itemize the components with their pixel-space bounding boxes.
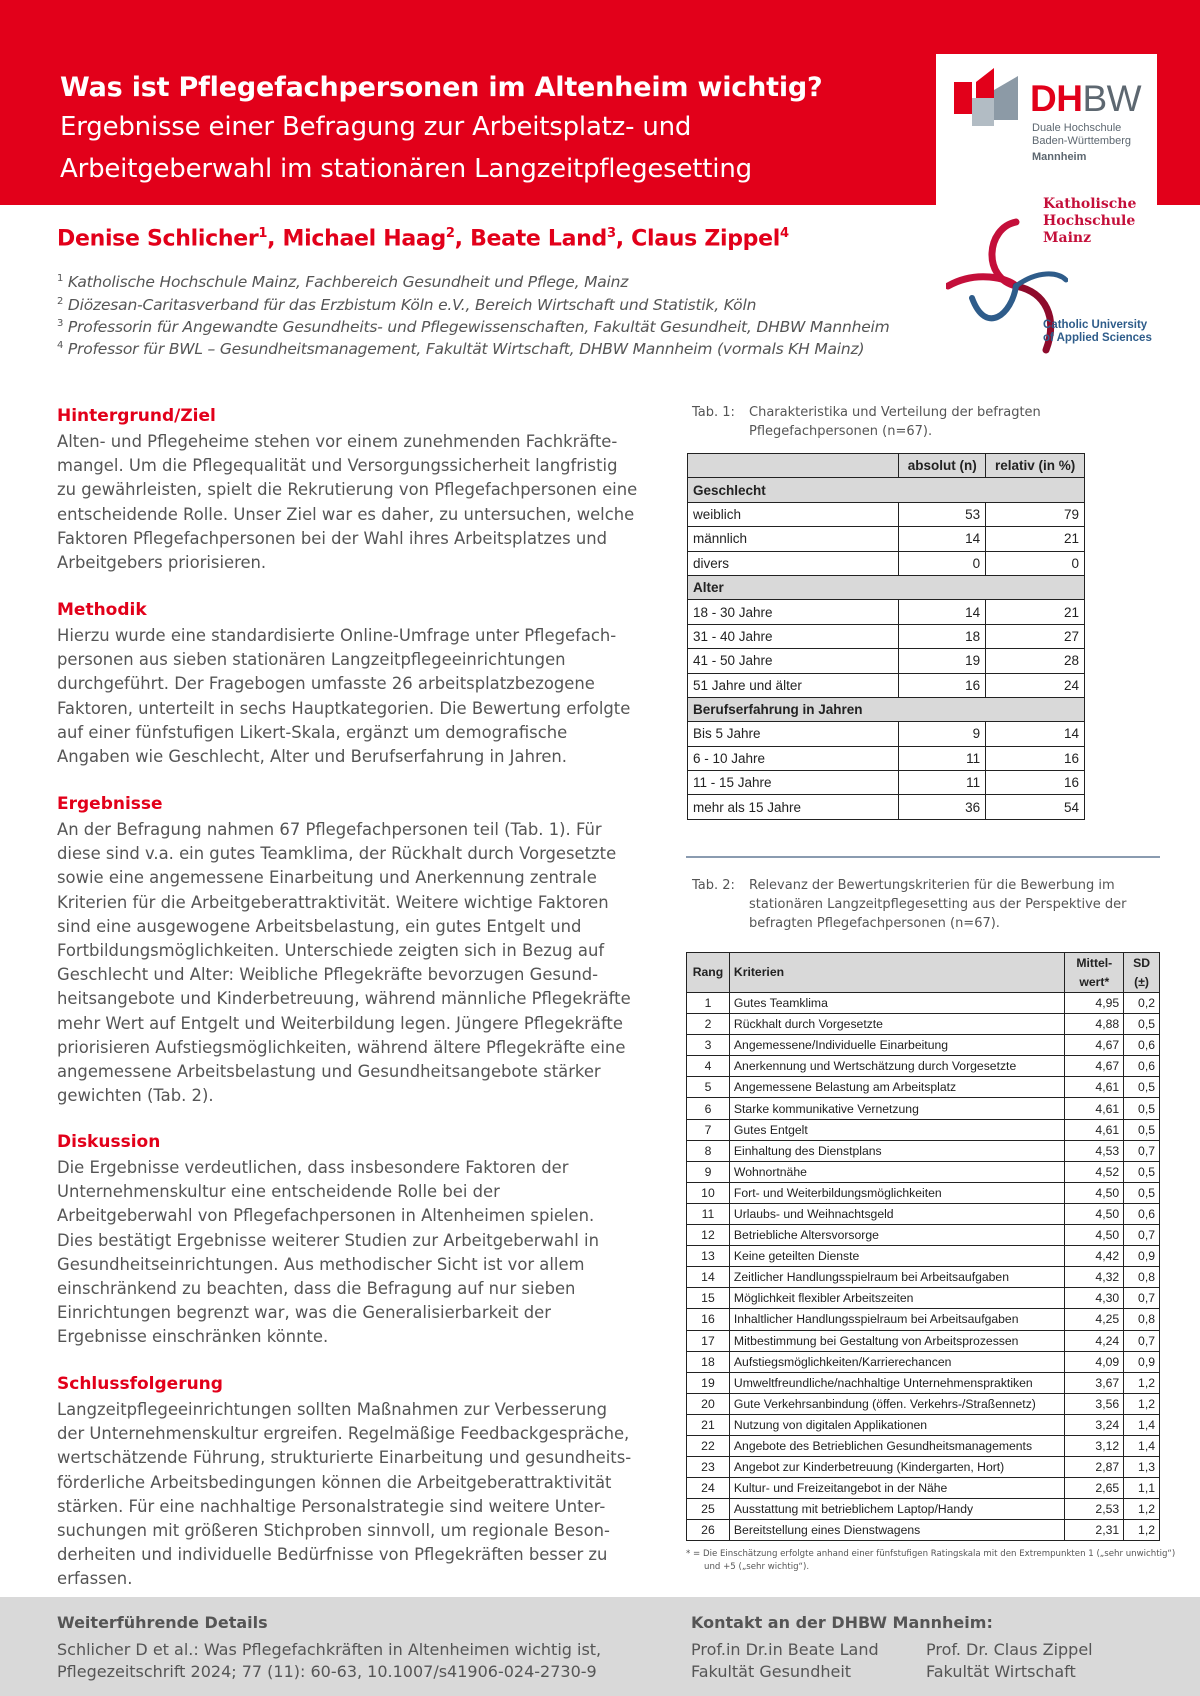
table1-caption-line2: Pflegefachpersonen (n=67). (749, 424, 933, 439)
table2-row (687, 1499, 1160, 1520)
table2-cell-rang: 22 (687, 1435, 730, 1456)
table1-row (688, 600, 1085, 624)
table1-cell-label: weiblich (688, 502, 899, 526)
table2-cell-k: Fort- und Weiterbildungsmöglichkeiten (729, 1182, 1065, 1203)
body-text-line: Arbeitgebers priorisieren. (57, 553, 267, 573)
footer-contact1-name: Prof.in Dr.in Beate Land (691, 1640, 879, 1659)
table2-cell-mw: 3,56 (1065, 1393, 1124, 1414)
table2-cell-sd: 0,6 (1124, 1203, 1160, 1224)
table2-cell-mw: 4,50 (1065, 1182, 1124, 1203)
table1-row (688, 624, 1085, 648)
table2-row (687, 1372, 1160, 1393)
footer-contact2-dept: Fakultät Wirtschaft (926, 1662, 1076, 1681)
table2-row (687, 1119, 1160, 1140)
body-text-line: einschränkend zu beachten, dass die Befragung auf nur sieben (57, 1279, 576, 1299)
dhbw-logo (936, 54, 1157, 206)
kh-name-line3: Mainz (1043, 230, 1092, 246)
table1-group-label: Geschlecht (688, 478, 1085, 502)
footer (0, 1597, 1200, 1696)
table1-cell-label: 18 - 30 Jahre (688, 600, 899, 624)
body-text-line: Langzeitpflegeeinrichtungen sollten Maßnahmen zur Verbesserung (57, 1400, 607, 1419)
table2-row (687, 1309, 1160, 1330)
table2-cell-sd: 1,1 (1124, 1478, 1160, 1499)
affiliation: $^1$ Katholische Hochschule Mainz, Fachbereich Gesundheit und Pflege, Mainz (57, 273, 629, 292)
table1-group-label: Alter (688, 575, 1085, 599)
table2-cell-k: Mitbestimmung bei Gestaltung von Arbeitsprozessen (729, 1330, 1065, 1351)
table2-cell-rang: 18 (687, 1351, 730, 1372)
table2-cell-k: Keine geteilten Dienste (729, 1246, 1065, 1267)
table1-group-row (688, 697, 1085, 721)
table2-cell-sd: 0,5 (1124, 1161, 1160, 1182)
footer-contact1-dept: Fakultät Gesundheit (691, 1662, 852, 1681)
table2-row (687, 1330, 1160, 1351)
table1-characteristics (687, 453, 1085, 820)
table2-footnote (686, 1548, 1175, 1574)
table2-cell-sd: 0,6 (1124, 1056, 1160, 1077)
body-text-line: heitsangebote und Kinderbetreuung, während männliche Pflegekräfte (57, 989, 631, 1009)
table2-cell-rang: 4 (687, 1056, 730, 1077)
table2-cell-k: Angemessene/Individuelle Einarbeitung (729, 1035, 1065, 1056)
table1-cell-label: mehr als 15 Jahre (688, 795, 899, 819)
table1-cell-abs: 9 (899, 722, 986, 746)
body-text-line: Einrichtungen begrenzt war, was die Generalisierbarkeit der (57, 1303, 551, 1323)
table2-cell-sd: 0,7 (1124, 1288, 1160, 1309)
table1-cell-label: 31 - 40 Jahre (688, 624, 899, 648)
table1-body (688, 478, 1085, 819)
body-text-line: Geschlecht und Alter: Weibliche Pflegekräfte bevorzugen Gesund- (57, 965, 599, 985)
table2-cell-k: Angebote des Betrieblichen Gesundheitsmanagements (729, 1435, 1065, 1456)
kh-english-line1: Catholic University (1043, 319, 1148, 331)
table2-cell-k: Inhaltlicher Handlungsspielraum bei Arbeitsaufgaben (729, 1309, 1065, 1330)
table2-cell-mw: 2,53 (1065, 1499, 1124, 1520)
table2-cell-rang: 8 (687, 1140, 730, 1161)
table2-cell-sd: 0,5 (1124, 1077, 1160, 1098)
body-text-line: gewichten (Tab. 2). (57, 1086, 214, 1106)
kh-name-line2: Hochschule (1043, 213, 1136, 229)
table2-cell-k: Angemessene Belastung am Arbeitsplatz (729, 1077, 1065, 1098)
table2-cell-sd: 0,9 (1124, 1246, 1160, 1267)
section-body-methodik (57, 624, 637, 769)
table1-cell-rel: 21 (986, 527, 1085, 551)
affiliation: $^4$ Professor für BWL – Gesundheitsmanagement, Fakultät Wirtschaft, DHBW Mannheim (vormals KH Mainz) (57, 340, 865, 359)
table2-row (687, 1056, 1160, 1077)
table2-cell-k: Urlaubs- und Weihnachtsgeld (729, 1203, 1065, 1224)
table2-caption-line3: befragten Pflegefachpersonen (n=67). (749, 916, 1000, 931)
table2-cell-mw: 4,50 (1065, 1225, 1124, 1246)
table2-cell-rang: 5 (687, 1077, 730, 1098)
table2-cell-rang: 15 (687, 1288, 730, 1309)
table2-row (687, 1035, 1160, 1056)
table1-cell-abs: 0 (899, 551, 986, 575)
table2-cell-k: Einhaltung des Dienstplans (729, 1140, 1065, 1161)
table2-cell-rang: 6 (687, 1098, 730, 1119)
table2-criteria (686, 952, 1160, 1541)
table1-header-cell: absolut (n) (899, 454, 986, 478)
body-text-line: mehr Wert auf Entgelt und Weiterbildung legen. Jüngere Pflegekräfte (57, 1013, 623, 1033)
body-text-line: Hierzu wurde eine standardisierte Online-Umfrage unter Pflegefach- (57, 626, 617, 645)
table2-caption-line1: Relevanz der Bewertungskriterien für die Bewerbung im (749, 878, 1115, 893)
body-text-line: derheiten und individuelle Bedürfnisse von Pflegekräften besser zu (57, 1545, 608, 1565)
table2-cell-mw: 4,53 (1065, 1140, 1124, 1161)
table2-cell-rang: 9 (687, 1161, 730, 1182)
section-heading-schlussfolgerung: Schlussfolgerung (57, 1374, 223, 1394)
table2-row (687, 1246, 1160, 1267)
body-text-line: Alten- und Pflegeheime stehen vor einem zunehmenden Fachkräfte- (57, 432, 618, 451)
table2-row (687, 1478, 1160, 1499)
table2-row (687, 993, 1160, 1014)
table2-cell-k: Wohnortnähe (729, 1161, 1065, 1182)
table1-cell-rel: 79 (986, 502, 1085, 526)
table2-cell-k: Gutes Entgelt (729, 1119, 1065, 1140)
table2-cell-mw: 4,42 (1065, 1246, 1124, 1267)
table2-cell-rang: 14 (687, 1267, 730, 1288)
table2-label: Tab. 2: (692, 878, 735, 893)
table1-row (688, 673, 1085, 697)
table2-cell-rang: 16 (687, 1309, 730, 1330)
footer-citation-line2: Pflegezeitschrift 2024; 77 (11): 60-63, 10.1007/s41906-024-2730-9 (57, 1662, 597, 1681)
table2-caption-line2: stationären Langzeitpflegesetting aus der Perspektive der (749, 897, 1127, 912)
table1-cell-abs: 14 (899, 600, 986, 624)
table2-cell-mw: 4,61 (1065, 1098, 1124, 1119)
table1-cell-rel: 16 (986, 771, 1085, 795)
table1-cell-label: Bis 5 Jahre (688, 722, 899, 746)
section-heading-hintergrund: Hintergrund/Ziel (57, 406, 216, 426)
table2-row (687, 1098, 1160, 1119)
table1-cell-abs: 14 (899, 527, 986, 551)
table2-cell-rang: 24 (687, 1478, 730, 1499)
body-text-line: Kriterien für die Arbeitgeberattraktivität. Weitere wichtige Faktoren (57, 892, 609, 912)
table2-cell-sd: 0,9 (1124, 1351, 1160, 1372)
table2-cell-rang: 25 (687, 1499, 730, 1520)
section-body-ergebnisse (57, 818, 637, 1108)
table2-cell-mw: 2,87 (1065, 1457, 1124, 1478)
table1-row (688, 771, 1085, 795)
table2-cell-mw: 4,61 (1065, 1077, 1124, 1098)
table1-caption (692, 403, 1112, 443)
body-text-line: entscheidende Rolle. Unser Ziel war es daher, zu untersuchen, welche (57, 504, 635, 524)
table1-cell-rel: 24 (986, 673, 1085, 697)
table2-cell-mw: 3,67 (1065, 1372, 1124, 1393)
table2-cell-mw: 4,25 (1065, 1309, 1124, 1330)
table2-cell-k: Rückhalt durch Vorgesetzte (729, 1014, 1065, 1035)
table2-row (687, 1140, 1160, 1161)
table2-cell-rang: 12 (687, 1225, 730, 1246)
dhbw-line3: Mannheim (1032, 151, 1087, 163)
table2-cell-k: Aufstiegsmöglichkeiten/Karrierechancen (729, 1351, 1065, 1372)
section-body-diskussion (57, 1156, 637, 1350)
table2-cell-rang: 20 (687, 1393, 730, 1414)
table2-cell-sd: 0,5 (1124, 1014, 1160, 1035)
table1-row (688, 722, 1085, 746)
table2-row (687, 1435, 1160, 1456)
table2-header-rang: Rang (687, 953, 730, 993)
table2-row (687, 1414, 1160, 1435)
body-text-line: sind eine ausgewogene Arbeitsbelastung, ein gutes Entgelt und (57, 916, 582, 936)
table1-cell-label: divers (688, 551, 899, 575)
table2-header-sd: SD (±) (1124, 953, 1160, 993)
table1-cell-rel: 0 (986, 551, 1085, 575)
body-text-line: stärken. Für eine nachhaltige Personalstrategie sind weitere Unter- (57, 1496, 606, 1516)
table2-cell-sd: 0,7 (1124, 1140, 1160, 1161)
table2-cell-k: Zeitlicher Handlungsspielraum bei Arbeitsaufgaben (729, 1267, 1065, 1288)
body-text-line: erfassen. (57, 1569, 133, 1589)
column-divider (686, 856, 1160, 858)
body-text-line: durchgeführt. Der Fragebogen umfasste 26 arbeitsplatzbezogene (57, 674, 595, 694)
body-text-line: wertschätzende Führung, strukturierte Einarbeitung und gesundheits- (57, 1448, 632, 1468)
author-name: Michael Haag (282, 226, 446, 252)
table2-row (687, 1225, 1160, 1246)
table2-cell-sd: 0,6 (1124, 1035, 1160, 1056)
body-text-line: Dies bestätigt Ergebnisse weiterer Studien zur Arbeitgeberwahl in (57, 1230, 599, 1250)
footer-contact-heading: Kontakt an der DHBW Mannheim: (691, 1613, 993, 1632)
table2-cell-mw: 4,61 (1065, 1119, 1124, 1140)
author-name: Claus Zippel (631, 226, 780, 252)
table2-row (687, 1203, 1160, 1224)
body-text-line: angemessene Arbeitsbelastung und Gesundheitsangebote stärker (57, 1062, 601, 1082)
table2-cell-k: Ausstattung mit betrieblichem Laptop/Handy (729, 1499, 1065, 1520)
poster-subtitle-line2: Arbeitgeberwahl im stationären Langzeitpflegesetting (60, 154, 752, 184)
table1-row (688, 551, 1085, 575)
table2-cell-mw: 4,88 (1065, 1014, 1124, 1035)
affiliation: $^2$ Diözesan-Caritasverband für das Erzbistum Köln e.V., Bereich Wirtschaft und Statistik, Köln (57, 296, 757, 315)
body-text-line: Unternehmenskultur eine entscheidende Rolle bei der (57, 1182, 500, 1202)
affiliation: $^3$ Professorin für Angewandte Gesundheits- und Pflegewissenschaften, Fakultät Gesundheit, DHBW Mannheim (57, 318, 890, 337)
table2-cell-rang: 1 (687, 993, 730, 1014)
table2-cell-rang: 11 (687, 1203, 730, 1224)
table1-cell-abs: 16 (899, 673, 986, 697)
body-text-line: diese sind v.a. ein gutes Teamklima, der Rückhalt durch Vorgesetzte (57, 844, 617, 864)
body-text-line: Fortbildungsmöglichkeiten. Unterschiede zeigten sich in Bezug auf (57, 941, 605, 961)
table2-row (687, 1351, 1160, 1372)
table1-group-row (688, 575, 1085, 599)
footer-details-heading: Weiterführende Details (57, 1613, 268, 1632)
table2-cell-rang: 17 (687, 1330, 730, 1351)
table1-row (688, 649, 1085, 673)
table2-cell-rang: 13 (687, 1246, 730, 1267)
table2-cell-mw: 2,31 (1065, 1520, 1124, 1541)
body-text-line: Faktoren, unterteilt in sechs Hauptkategorien. Die Bewertung erfolgte (57, 698, 631, 718)
table2-row (687, 1161, 1160, 1182)
table2-row (687, 1267, 1160, 1288)
table2-cell-mw: 4,50 (1065, 1203, 1124, 1224)
table1-row (688, 746, 1085, 770)
body-text-line: auf einer fünfstufigen Likert-Skala, ergänzt um demografische (57, 722, 568, 742)
table1-cell-rel: 21 (986, 600, 1085, 624)
table1-header-cell (688, 454, 899, 478)
author-name: Beate Land (470, 226, 607, 252)
section-heading-diskussion: Diskussion (57, 1132, 161, 1152)
body-text-line: Die Ergebnisse verdeutlichen, dass insbesondere Faktoren der (57, 1158, 569, 1177)
table2-cell-rang: 26 (687, 1520, 730, 1541)
body-text-line: der Unternehmenskultur ergreifen. Regelmäßige Feedbackgespräche, (57, 1424, 630, 1444)
table2-cell-sd: 0,5 (1124, 1119, 1160, 1140)
table1-cell-abs: 18 (899, 624, 986, 648)
poster-subtitle-line1: Ergebnisse einer Befragung zur Arbeitsplatz- und (60, 112, 692, 142)
table1-cell-abs: 53 (899, 502, 986, 526)
section-heading-ergebnisse: Ergebnisse (57, 794, 163, 814)
table2-cell-k: Betriebliche Altersvorsorge (729, 1225, 1065, 1246)
table1-cell-rel: 27 (986, 624, 1085, 648)
table1-cell-abs: 11 (899, 746, 986, 770)
table1-cell-rel: 54 (986, 795, 1085, 819)
body-text-line: Angaben wie Geschlecht, Alter und Berufserfahrung in Jahren. (57, 747, 568, 767)
table2-cell-rang: 10 (687, 1182, 730, 1203)
section-body-schlussfolgerung (57, 1398, 637, 1592)
section-body-hintergrund (57, 430, 637, 575)
table2-cell-k: Möglichkeit flexibler Arbeitszeiten (729, 1288, 1065, 1309)
table2-cell-mw: 4,24 (1065, 1330, 1124, 1351)
body-text-line: An der Befragung nahmen 67 Pflegefachpersonen teil (Tab. 1). Für (57, 820, 602, 839)
dhbw-logo-mark-icon (954, 68, 1018, 126)
table2-cell-k: Gutes Teamklima (729, 993, 1065, 1014)
footer-contact2-name: Prof. Dr. Claus Zippel (926, 1640, 1093, 1659)
body-text-line: zu gewährleisten, spielt die Rekrutierung von Pflegefachpersonen eine (57, 480, 638, 500)
table1-cell-abs: 11 (899, 771, 986, 795)
table2-cell-sd: 0,5 (1124, 1098, 1160, 1119)
body-text-line: personen aus sieben stationären Langzeitpflegeeinrichtungen (57, 650, 566, 670)
table2-cell-mw: 4,30 (1065, 1288, 1124, 1309)
body-text-line: Faktoren Pflegefachpersonen bei der Wahl ihres Arbeitsplatzes und (57, 528, 608, 548)
table2-cell-mw: 4,95 (1065, 993, 1124, 1014)
table2-cell-sd: 0,2 (1124, 993, 1160, 1014)
body-text-line: förderliche Arbeitsbedingungen können die Arbeitgeberattraktivität (57, 1472, 612, 1492)
table1-cell-abs: 19 (899, 649, 986, 673)
table1-cell-rel: 14 (986, 722, 1085, 746)
table1-caption-line1: Charakteristika und Verteilung der befragten (749, 405, 1041, 420)
body-text-line: sowie eine angemessene Einarbeitung und Anerkennung zentrale (57, 868, 597, 888)
table1-header-cell: relativ (in %) (986, 454, 1085, 478)
section-heading-methodik: Methodik (57, 600, 147, 620)
body-text-line: priorisieren Aufstiegsmöglichkeiten, während ältere Pflegekräfte eine (57, 1037, 626, 1057)
table2-cell-sd: 1,4 (1124, 1435, 1160, 1456)
table2-cell-k: Gute Verkehrsanbindung (öffen. Verkehrs-/Straßennetz) (729, 1393, 1065, 1414)
table2-footnote-line1: * = Die Einschätzung erfolgte anhand einer fünfstufigen Ratingskala mit den Extrempunkten 1 („sehr unwichtig“) (686, 1549, 1176, 1559)
table2-cell-k: Anerkennung und Wertschätzung durch Vorgesetzte (729, 1056, 1065, 1077)
table1-row (688, 527, 1085, 551)
table1-cell-label: 41 - 50 Jahre (688, 649, 899, 673)
table2-cell-k: Kultur- und Freizeitangebot in der Nähe (729, 1478, 1065, 1499)
table2-cell-sd: 1,2 (1124, 1393, 1160, 1414)
table1-row (688, 795, 1085, 819)
table2-cell-rang: 2 (687, 1014, 730, 1035)
dhbw-line1: Duale Hochschule (1032, 122, 1122, 134)
table1-cell-label: 51 Jahre und älter (688, 673, 899, 697)
table2-row (687, 1457, 1160, 1478)
author-name: Denise Schlicher (57, 226, 259, 252)
table2-row (687, 1393, 1160, 1414)
table2-row (687, 1520, 1160, 1541)
body-text-line: Ergebnisse einschränken könnte. (57, 1327, 329, 1347)
table2-header-mittelwert: Mittel- wert* (1065, 953, 1124, 993)
table1-label: Tab. 1: (692, 405, 735, 420)
table2-cell-mw: 3,12 (1065, 1435, 1124, 1456)
table2-cell-rang: 21 (687, 1414, 730, 1435)
table1-row (688, 502, 1085, 526)
table2-cell-sd: 1,2 (1124, 1499, 1160, 1520)
table2-cell-mw: 4,67 (1065, 1035, 1124, 1056)
table2-header-kriterien: Kriterien (729, 953, 1065, 993)
table2-cell-mw: 3,24 (1065, 1414, 1124, 1435)
table2-cell-sd: 0,7 (1124, 1225, 1160, 1246)
table2-body (687, 993, 1160, 1541)
body-text-line: Arbeitgeberwahl von Pflegefachpersonen in Altenheimen spielen. (57, 1206, 595, 1226)
table2-row (687, 1182, 1160, 1203)
table2-cell-k: Umweltfreundliche/nachhaltige Unternehmenspraktiken (729, 1372, 1065, 1393)
poster-title: Was ist Pflegefachpersonen im Altenheim wichtig? (60, 72, 823, 103)
table2-cell-sd: 0,5 (1124, 1182, 1160, 1203)
table2-cell-mw: 2,65 (1065, 1478, 1124, 1499)
table2-cell-sd: 1,2 (1124, 1372, 1160, 1393)
table2-cell-mw: 4,52 (1065, 1161, 1124, 1182)
table2-cell-k: Nutzung von digitalen Applikationen (729, 1414, 1065, 1435)
table1-cell-rel: 16 (986, 746, 1085, 770)
footer-citation-line1: Schlicher D et al.: Was Pflegefachkräften in Altenheimen wichtig ist, (57, 1640, 602, 1659)
table2-cell-sd: 0,7 (1124, 1330, 1160, 1351)
table1-cell-label: männlich (688, 527, 899, 551)
table1-group-row (688, 478, 1085, 502)
table2-cell-mw: 4,32 (1065, 1267, 1124, 1288)
table2-cell-k: Starke kommunikative Vernetzung (729, 1098, 1065, 1119)
table2-caption (692, 876, 1152, 936)
table1-cell-label: 6 - 10 Jahre (688, 746, 899, 770)
table2-cell-sd: 1,2 (1124, 1520, 1160, 1541)
table2-row (687, 1014, 1160, 1035)
table2-cell-mw: 4,67 (1065, 1056, 1124, 1077)
table2-cell-k: Angebot zur Kinderbetreuung (Kindergarten, Hort) (729, 1457, 1065, 1478)
table2-cell-k: Bereitstellung eines Dienstwagens (729, 1520, 1065, 1541)
table2-cell-rang: 3 (687, 1035, 730, 1056)
table1-cell-label: 11 - 15 Jahre (688, 771, 899, 795)
body-text-line: Gesundheitseinrichtungen. Aus methodischer Sicht ist vor allem (57, 1254, 585, 1274)
table1-cell-abs: 36 (899, 795, 986, 819)
author-list: Denise Schlicher$^1$, Michael Haag$^2$, Beate Land$^3$, Claus Zippel$^4$ (57, 226, 789, 252)
table1-cell-rel: 28 (986, 649, 1085, 673)
table2-row (687, 1288, 1160, 1309)
kh-name-line1: Katholische (1043, 196, 1137, 212)
table2-cell-sd: 1,3 (1124, 1457, 1160, 1478)
table2-cell-sd: 0,8 (1124, 1267, 1160, 1288)
dhbw-wordmark: DHBW (1030, 78, 1142, 119)
table2-row (687, 1077, 1160, 1098)
table2-cell-rang: 19 (687, 1372, 730, 1393)
dhbw-line2: Baden-Württemberg (1032, 135, 1132, 147)
table2-cell-rang: 7 (687, 1119, 730, 1140)
table2-cell-mw: 4,09 (1065, 1351, 1124, 1372)
table2-cell-rang: 23 (687, 1457, 730, 1478)
table2-footnote-line2: und +5 („sehr wichtig“). (704, 1562, 810, 1572)
table2-cell-sd: 1,4 (1124, 1414, 1160, 1435)
body-text-line: mangel. Um die Pflegequalität und Versorgungssicherheit langfristig (57, 456, 618, 476)
body-text-line: suchungen mit größeren Stichproben sinnvoll, um regionale Beson- (57, 1521, 610, 1541)
kh-english-line2: of Applied Sciences (1043, 332, 1152, 344)
table1-group-label: Berufserfahrung in Jahren (688, 697, 1085, 721)
table2-cell-sd: 0,8 (1124, 1309, 1160, 1330)
